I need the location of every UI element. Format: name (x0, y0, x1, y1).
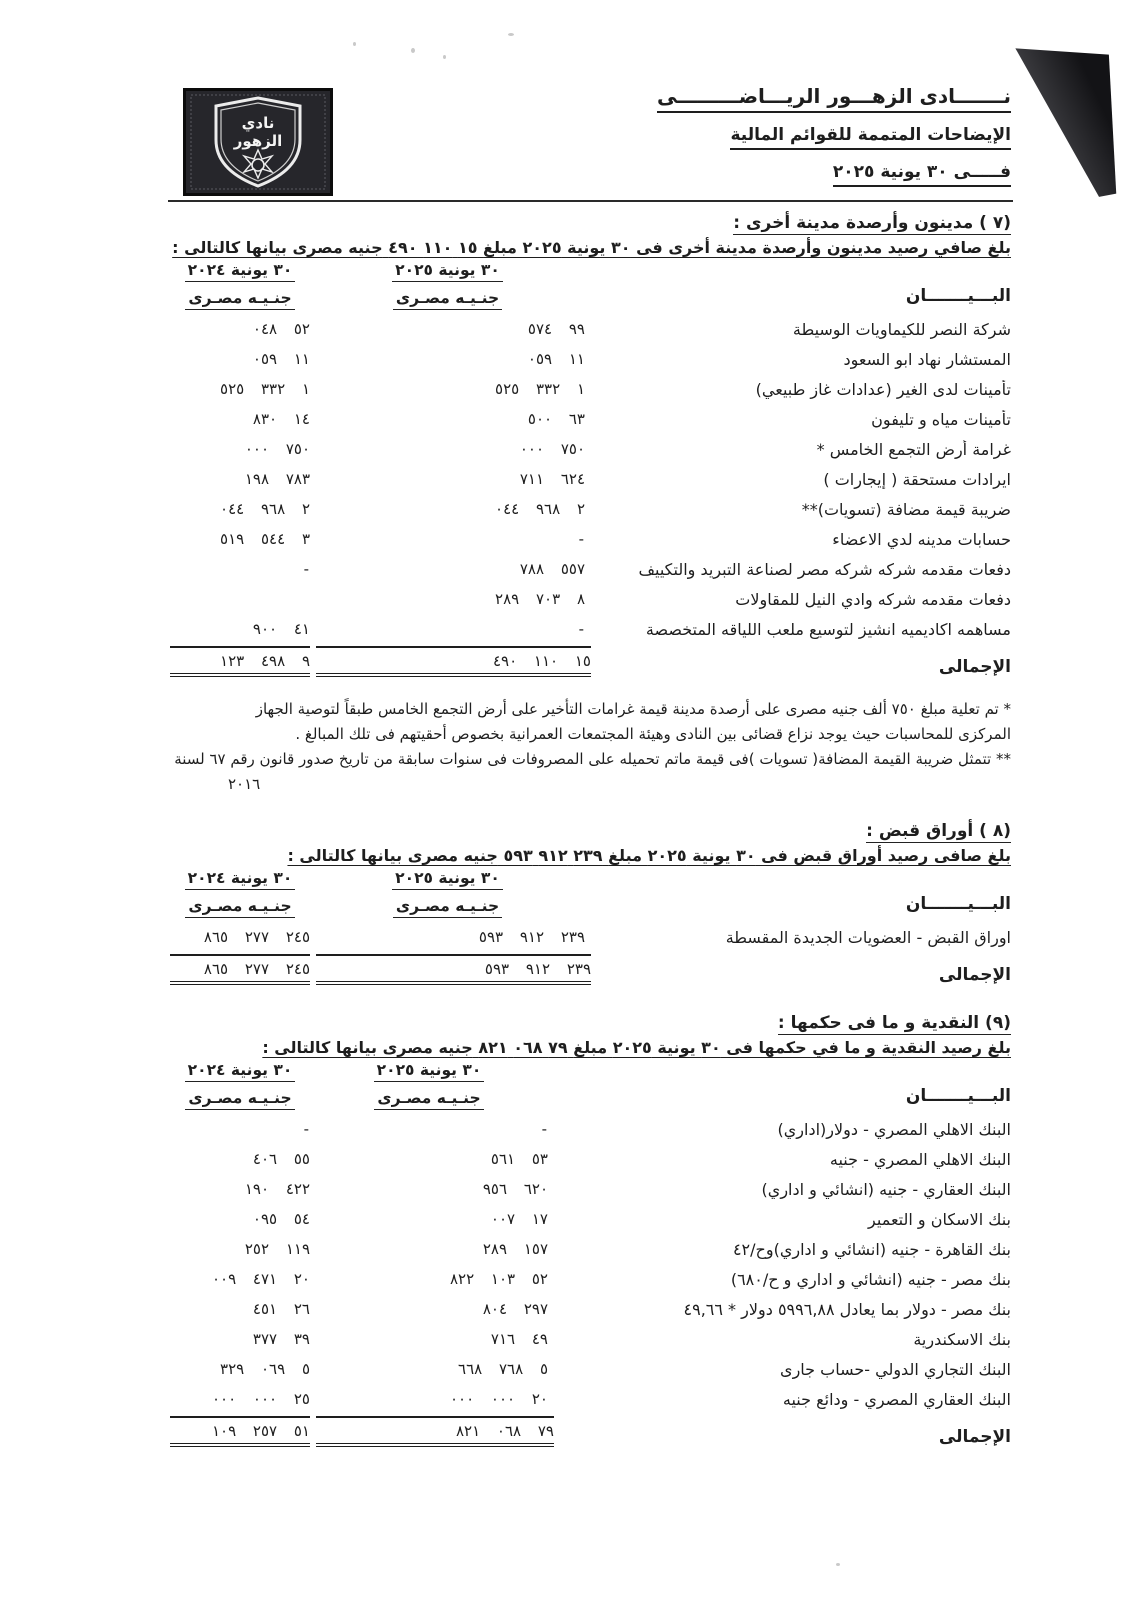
row-label: دفعات مقدمه شركه وادي النيل للمقاولات (735, 589, 1011, 609)
report-date: فـــــى ٣٠ يونية ٢٠٢٥ (833, 162, 1011, 187)
row-label: شركة النصر للكيماويات الوسيطة (792, 319, 1011, 339)
table-row (170, 1264, 1011, 1294)
column-header-2025 (310, 1061, 548, 1110)
row-label: تأمينات مياه و تليفون (871, 409, 1011, 429)
scan-speck (411, 48, 415, 53)
value-2024: ٢٥ ٠٠٠ ٠٠٠ (211, 1390, 310, 1408)
total-value-2025: ٢٣٩ ٩١٢ ٥٩٣ (316, 954, 591, 985)
report-header (657, 84, 1011, 199)
value-2024: ٥٢ ٠٤٨ (252, 320, 310, 338)
value-2025: ٥٢ ١٠٣ ٨٢٢ (449, 1270, 548, 1288)
value-2025: ٢٠ ٠٠٠ ٠٠٠ (449, 1390, 548, 1408)
value-2024: ١١ ٠٥٩ (252, 350, 310, 368)
value-2025: ١١ ٠٥٩ (527, 350, 585, 368)
currency-label: جنـيـه مصـرى (185, 289, 294, 310)
footnotes (170, 697, 1011, 797)
total-value-2025: ١٥ ١١٠ ٤٩٠ (316, 646, 591, 677)
table-row (170, 524, 1011, 554)
row-label: البنك العقاري - جنيه (انشائي و اداري) (761, 1179, 1011, 1199)
value-2025: - (578, 620, 585, 638)
table-row (170, 1294, 1011, 1324)
statement-column-header: البـــيـــــــان (905, 1086, 1011, 1106)
row-label: بنك الاسكان و التعمير (868, 1209, 1011, 1229)
value-2025: ١٥٧ ٢٨٩ (482, 1240, 548, 1258)
intro-amount: ٢٣٩ ٩١٢ ٥٩٣ (503, 846, 603, 865)
intro-text-before: بلغ صافي رصيد مدينون وأرصدة مدينة أخرى فى ٣٠ يونية ٢٠٢٥ مبلغ (483, 238, 1011, 257)
table-row (170, 614, 1011, 644)
row-label: البنك التجاري الدولي -حساب جارى (780, 1359, 1011, 1379)
row-label: بنك القاهرة - جنيه (انشائي و اداري)وح/٤٢ (732, 1239, 1011, 1259)
value-2025: ٧٥٠ ٠٠٠ (519, 440, 585, 458)
intro-text-after: جنيه مصرى بيانها كالتالى : (172, 238, 383, 257)
footnote-line: المركزى للمحاسبات حيث يوجد نزاع قضائى بين النادى وهيئة المجتمعات العمرانية بخصوص أحقيتهم فى تلك المبالغ . (295, 725, 1011, 743)
note-section-9 (170, 1011, 1011, 1447)
row-label: غرامة أرض التجمع الخامس * (816, 439, 1011, 459)
row-label: دفعات مقدمه شركه شركه مصر لصناعة التبريد والتكييف (638, 559, 1011, 579)
total-value-2024: ٩ ٤٩٨ ١٢٣ (170, 646, 310, 677)
scan-speck (443, 55, 446, 59)
value-2025: ٦٢٤ ٧١١ (519, 470, 585, 488)
currency-label: جنـيـه مصـرى (185, 897, 294, 918)
total-row (170, 646, 1011, 677)
table-row (170, 554, 1011, 584)
table-row (170, 494, 1011, 524)
logo-text-line2: الزهور (233, 132, 283, 150)
table-row (170, 1384, 1011, 1414)
row-label: بنك الاسكندرية (913, 1329, 1011, 1349)
note-title: (٩) النقدية و ما فى حكمها : (777, 1013, 1011, 1033)
value-2025: ٩٩ ٥٧٤ (527, 320, 585, 338)
value-2024: ٤٢٢ ١٩٠ (244, 1180, 310, 1198)
value-2025: ٥٣ ٥٦١ (490, 1150, 548, 1168)
table-row (170, 404, 1011, 434)
note-section-8 (170, 819, 1011, 985)
value-2024: - (303, 1120, 310, 1138)
value-2024: ١١٩ ٢٥٢ (244, 1240, 310, 1258)
value-2024: ٣٩ ٣٧٧ (252, 1330, 310, 1348)
table-row (170, 1204, 1011, 1234)
table-row (170, 1324, 1011, 1354)
year-2025-label: ٣٠ يونية ٢٠٢٥ (374, 1061, 485, 1082)
value-2024: ٢٠ ٤٧١ ٠٠٩ (211, 1270, 310, 1288)
value-2025: ٥٥٧ ٧٨٨ (519, 560, 585, 578)
value-2024: ٢٦ ٤٥١ (252, 1300, 310, 1318)
year-2024-label: ٣٠ يونية ٢٠٢٤ (185, 1061, 296, 1082)
note-intro (170, 237, 1011, 259)
footnote-line: ** تتمثل ضريبة القيمة المضافة( تسويات )فى قيمة ماتم تحميله على المصروفات فى سنوات سابقة من تاريخ صدور قانون رقم ٦٧ لسنة (174, 750, 1011, 768)
value-2025: ٨ ٧٠٣ ٢٨٩ (495, 590, 585, 608)
value-2024: ٥ ٠٦٩ ٣٢٩ (220, 1360, 310, 1378)
value-2025: ٦٢٠ ٩٥٦ (482, 1180, 548, 1198)
year-2025-label: ٣٠ يونية ٢٠٢٥ (392, 869, 503, 890)
table-header (170, 869, 1011, 918)
value-2024: ٧٥٠ ٠٠٠ (244, 440, 310, 458)
intro-text-before: بلغ رصيد النقدية و ما في حكمها فى ٣٠ يونية ٢٠٢٥ مبلغ (573, 1038, 1011, 1057)
value-2025: ١٧ ٠٠٧ (490, 1210, 548, 1228)
total-label: الإجمالى (938, 657, 1011, 677)
table-row (170, 344, 1011, 374)
table-row (170, 374, 1011, 404)
value-2024: ٤١ ٩٠٠ (252, 620, 310, 638)
total-value-2024: ٥١ ٢٥٧ ١٠٩ (170, 1416, 310, 1447)
note-section-7 (170, 211, 1011, 677)
column-header-2024 (170, 261, 310, 310)
intro-text-after: جنيه مصرى بيانها كالتالى : (287, 846, 498, 865)
table-row (170, 1354, 1011, 1384)
table-row (170, 1174, 1011, 1204)
row-label: البنك الاهلي المصري - جنيه (829, 1149, 1011, 1169)
statement-column-header: البـــيـــــــان (905, 286, 1011, 306)
total-row (170, 1416, 1011, 1447)
statement-column-header: البـــيـــــــان (905, 894, 1011, 914)
value-2025: ٥ ٧٦٨ ٦٦٨ (458, 1360, 548, 1378)
total-label: الإجمالى (938, 965, 1011, 985)
value-2025: ٦٣ ٥٠٠ (527, 410, 585, 428)
value-2024: ٧٨٣ ١٩٨ (244, 470, 310, 488)
logo-text-line1: نادي (241, 114, 275, 132)
header-divider (168, 200, 1013, 202)
intro-text-after: جنيه مصرى بيانها كالتالى : (262, 1038, 473, 1057)
total-value-2025: ٧٩ ٠٦٨ ٨٢١ (316, 1416, 554, 1447)
intro-amount: ٧٩ ٠٦٨ ٨٢١ (478, 1038, 568, 1057)
value-2024: ٢ ٩٦٨ ٠٤٤ (220, 500, 310, 518)
value-2024: ٥٤ ٠٩٥ (252, 1210, 310, 1228)
currency-label: جنـيـه مصـرى (374, 1089, 483, 1110)
intro-amount: ١٥ ١١٠ ٤٩٠ (388, 238, 478, 257)
table-row (170, 1114, 1011, 1144)
value-2024: ٢٤٥ ٢٧٧ ٨٦٥ (203, 928, 310, 946)
total-row (170, 954, 1011, 985)
row-label: اوراق القبض - العضويات الجديدة المقسطة (725, 927, 1011, 947)
table-row (170, 464, 1011, 494)
club-name: نـــــــادى الزهـــور الريـــاضـــــــــى (657, 84, 1011, 113)
value-2024: ٥٥ ٤٠٦ (252, 1150, 310, 1168)
table-row (170, 1144, 1011, 1174)
table-row (170, 922, 1011, 952)
value-2025: ٤٩ ٧١٦ (490, 1330, 548, 1348)
scan-speck (508, 33, 514, 36)
table-header (170, 1061, 1011, 1110)
table-body (170, 314, 1011, 644)
currency-label: جنـيـه مصـرى (393, 897, 502, 918)
table-body (170, 1114, 1011, 1414)
scan-speck (836, 1563, 840, 1566)
row-label: مساهمه اكاديميه انشيز لتوسيع ملعب اللياقه المتخصصة (645, 619, 1011, 639)
value-2024: ٣ ٥٤٤ ٥١٩ (220, 530, 310, 548)
value-2024: ١ ٣٣٢ ٥٢٥ (220, 380, 310, 398)
row-label: المستشار نهاد ابو السعود (843, 349, 1011, 369)
currency-label: جنـيـه مصـرى (393, 289, 502, 310)
value-2025: - (578, 530, 585, 548)
value-2024: - (303, 560, 310, 578)
value-2025: ٢٣٩ ٩١٢ ٥٩٣ (478, 928, 585, 946)
notes-content (170, 205, 1011, 1447)
note-title: (٨ ) أوراق قبض : (866, 821, 1011, 841)
row-label: ايرادات مستحقة ( إيجارات ) (823, 469, 1011, 489)
row-label: بنك مصر - دولار بما يعادل ٥٩٩٦,٨٨ دولار * ٤٩,٦٦ (683, 1299, 1011, 1319)
row-label: البنك العقاري المصري - ودائع جنيه (782, 1389, 1011, 1409)
table-row (170, 434, 1011, 464)
row-label: البنك الاهلي المصري - دولار(اداري) (777, 1119, 1011, 1139)
table-row (170, 1234, 1011, 1264)
total-label: الإجمالى (938, 1427, 1011, 1447)
column-header-2025 (310, 869, 585, 918)
row-label: بنك مصر - جنيه (انشائي و اداري و ح/٦٨٠) (730, 1269, 1011, 1289)
row-label: حسابات مدينه لدي الاعضاء (832, 529, 1011, 549)
footnote-line: ٢٠١٦ (228, 775, 261, 793)
note-intro (170, 845, 1011, 867)
column-header-2024 (170, 869, 310, 918)
year-2024-label: ٣٠ يونية ٢٠٢٤ (185, 261, 296, 282)
row-label: تأمينات لدى الغير (عدادات غاز طبيعي) (755, 379, 1011, 399)
total-value-2024: ٢٤٥ ٢٧٧ ٨٦٥ (170, 954, 310, 985)
intro-text-before: بلغ صافى رصيد أوراق قبض فى ٣٠ يونية ٢٠٢٥ مبلغ (608, 846, 1011, 865)
table-row (170, 584, 1011, 614)
table-body (170, 922, 1011, 952)
report-title: الإيضاحات المتممة للقوائم المالية (730, 125, 1011, 150)
scan-corner-shadow (1008, 42, 1131, 200)
column-header-2024 (170, 1061, 310, 1110)
value-2025: ١ ٣٣٢ ٥٢٥ (495, 380, 585, 398)
value-2025: ٢٩٧ ٨٠٤ (482, 1300, 548, 1318)
value-2024: ١٤ ٨٣٠ (252, 410, 310, 428)
footnote-line: * تم تعلية مبلغ ٧٥٠ ألف جنيه مصرى على أرصدة مدينة قيمة غرامات التأخير على أرض التجمع الخامس طبقاً لتوصية الجهاز (255, 700, 1011, 718)
scan-speck (353, 42, 356, 46)
row-label: ضريبة قيمة مضافة (تسويات)** (801, 499, 1011, 519)
value-2025: - (541, 1120, 548, 1138)
note-title: (٧ ) مدينون وأرصدة مدينة أخرى : (733, 213, 1011, 233)
year-2024-label: ٣٠ يونية ٢٠٢٤ (185, 869, 296, 890)
note-intro (170, 1037, 1011, 1059)
column-header-2025 (310, 261, 585, 310)
year-2025-label: ٣٠ يونية ٢٠٢٥ (392, 261, 503, 282)
currency-label: جنـيـه مصـرى (185, 1089, 294, 1110)
club-logo (183, 88, 333, 196)
table-row (170, 314, 1011, 344)
value-2025: ٢ ٩٦٨ ٠٤٤ (495, 500, 585, 518)
table-header (170, 261, 1011, 310)
